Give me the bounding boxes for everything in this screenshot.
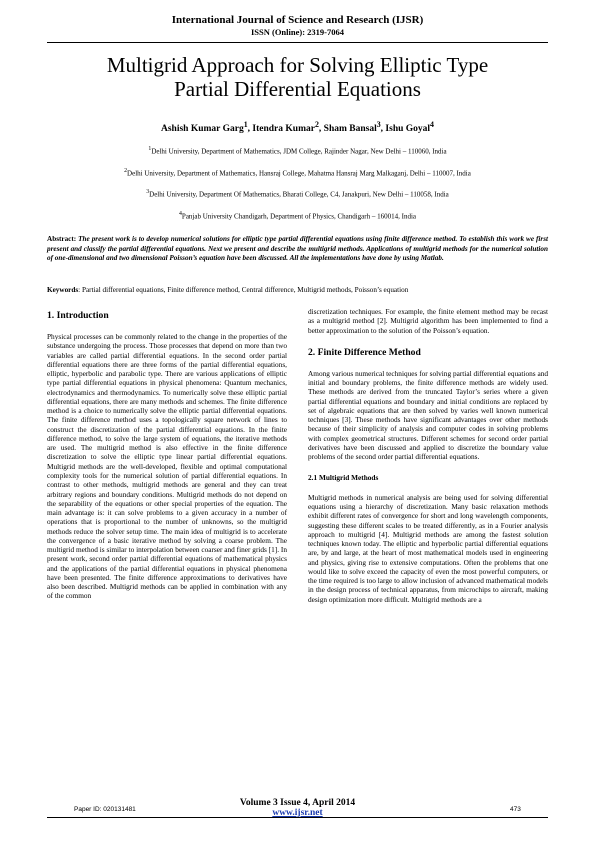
affiliation-text: Delhi University, Department of Mathematics, Hansraj College, Mahatma Hansraj Marg Malkaganj, Delhi – 110007, India bbox=[127, 169, 471, 178]
author-sup: 2 bbox=[314, 120, 319, 129]
author-name: Ashish Kumar Garg bbox=[161, 124, 244, 135]
affiliation bbox=[30, 145, 565, 156]
author-name: Sham Bansal bbox=[323, 124, 377, 135]
affiliation-sup: 1 bbox=[148, 146, 152, 152]
affiliation-text: Panjab University Chandigarh, Department of Physics, Chandigarh – 160014, India bbox=[181, 212, 416, 221]
left-column bbox=[47, 300, 287, 601]
paper-title bbox=[40, 53, 555, 101]
section-heading-finite-difference: 2. Finite Difference Method bbox=[308, 346, 421, 358]
affiliation bbox=[30, 210, 565, 221]
affiliation-sup: 3 bbox=[146, 189, 150, 195]
introduction-paragraph: Physical processes can be commonly related to the change in the properties of the substance undergoing the process. Those processes that depend on more than two variables are called partial differential equations. In the second order partial differential equations there are three forms of the partial differential equations, elliptic, hyperbolic and parabolic type. There are various applications of elliptic type partial differential equations in physical phenomena: Quantum mechanics, electrodynamics and thermodynamics. To numerically solve these elliptic partial differential equations, there are many methods and schemes. The finite difference method is a choice to numerically solve the elliptic partial differential equations. The finite difference method uses a topologically square network of lines to construct the discretization of the partial differential equations. In the finite difference method, to solve the large system of equations, the iterative methods are used. The multigrid method is also effective in the finite difference discretization to solve the elliptic type linear partial differential equations. Multigrid methods are the well-developed, flexible and optimal computational complexity tools for the numerical solution of partial differential equations. In contrast to other methods, multigrid methods are general and they can treat arbitrary regions and boundary conditions. Multigrid methods do not depend on the separability of the equations or other special properties of the equation. The main advantage is: it can solve problems to a given accuracy in a number of operations that is proportional to the number of unknowns, so the multigrid methods reduce the solver setup time. The main idea of multigrid is to accelerate the convergence of a basic iterative method by solving a coarse problem. The multigrid method is similar to interpolation between coarser and finer grids [1]. In present work, second order partial differential equations of mathematical physics and the applications of the partial differential equations in physical phenomena have been presented. The finite difference approximations to derivatives have also been described. Multigrid methods can be applied in combination with any of the common bbox=[47, 332, 287, 601]
header-divider bbox=[47, 42, 548, 43]
author-name: Itendra Kumar bbox=[252, 124, 315, 135]
affiliation bbox=[30, 188, 565, 199]
keywords bbox=[47, 286, 548, 296]
footer-volume: Volume 3 Issue 4, April 2014 bbox=[239, 798, 356, 808]
subsection-heading-multigrid: 2.1 Multigrid Methods bbox=[308, 473, 379, 483]
section-heading-introduction: 1. Introduction bbox=[47, 310, 109, 321]
footer-divider bbox=[47, 817, 548, 818]
author-sup: 1 bbox=[243, 120, 248, 129]
affiliation-text: Delhi University, Department of Mathematics, JDM College, Rajinder Nagar, New Delhi – 110060, India bbox=[151, 147, 447, 156]
affiliation-sup: 2 bbox=[124, 168, 128, 174]
footer-page-number: 473 bbox=[510, 806, 521, 813]
abstract-text: The present work is to develop numerical solutions for elliptic type partial differential equations using finite difference method. To establish this work we first present and classify the partial differential equations. Next we present and describe the multigrid methods. Applications of multigrid methods for the numerical solution of one-dimensional and two dimensional Poisson’s equation have been discussed. All the implementations have done by using Matlab. bbox=[47, 235, 549, 263]
multigrid-paragraph: Multigrid methods in numerical analysis are being used for solving differential equations using a hierarchy of discretization. Many basic relaxation methods exhibit different rates of convergence for short and long wavelength components, suggesting these different scales to be treated differently, as in a Fourier analysis approach to multigrid [4]. Multigrid methods are among the fastest solution techniques known today. The elliptic and hyperbolic partial differential equations are, by and large, at the heart of most mathematical models used in engineering and physics, giving rise to extensive computations. Often the problems that one would like to solve exceed the capacity of even the most powerful computers, or the time required is too large to allow inclusion of advanced mathematical models in the design process of technical apparatus, from microchips to aircraft, making design optimization more difficult. Multigrid methods are a bbox=[308, 492, 548, 604]
journal-header bbox=[0, 14, 595, 37]
abstract-label: Abstract: bbox=[47, 235, 77, 243]
journal-title: International Journal of Science and Research (IJSR) bbox=[171, 14, 424, 26]
paper-title-line-1: Multigrid Approach for Solving Elliptic Type bbox=[106, 53, 489, 77]
author-sup: 4 bbox=[430, 120, 434, 129]
affiliation bbox=[30, 167, 565, 178]
footer-journal-link[interactable]: www.ijsr.net bbox=[272, 808, 323, 818]
footer-paper-id: Paper ID: 020131481 bbox=[74, 806, 136, 813]
finite-difference-paragraph: Among various numerical techniques for solving partial differential equations and initial and boundary problems, the finite difference methods are widely used. These methods are derived from the truncated Taylor’s series where a given partial differential equations and boundary and initial conditions are replaced by set of algebraic equations that are then solved by varies well known numerical techniques [3]. These methods have significant advantages over other methods because of their simplicity of analysis and computer codes in solving problems with complex geometrical structures. Different schemes for second order partial derivatives have been discussed and applied to discretize the boundary value problems of the second order partial differential equations. bbox=[308, 368, 548, 462]
author-name: Ishu Goyal bbox=[385, 124, 431, 135]
keywords-text: : Partial differential equations, Finite difference method, Central difference, Multigrid methods, Poisson’s equation bbox=[78, 286, 409, 294]
journal-issn: ISSN (Online): 2319-7064 bbox=[250, 27, 345, 37]
abstract bbox=[47, 235, 548, 264]
author-sup: 3 bbox=[376, 120, 381, 129]
affiliation-sup: 4 bbox=[179, 211, 182, 217]
affiliation-text: Delhi University, Department Of Mathematics, Bharati College, C4, Janakpuri, New Delhi – 110058, India bbox=[149, 190, 449, 199]
author-list: Ashish Kumar Garg$^1$, Itendra Kumar$^2$, Sham Bansal$^3$, Ishu Goyal$^4$ bbox=[161, 120, 434, 135]
paper-title-line-2: Partial Differential Equations bbox=[174, 77, 421, 101]
keywords-label: Keywords bbox=[47, 286, 79, 294]
right-column bbox=[308, 300, 548, 604]
introduction-continued-paragraph: discretization techniques. For example, the finite element method may be recast as a multigrid method [2]. Multigrid algorithm has been implemented to find a better approximation to the solution of the Poisson’s equation. bbox=[308, 307, 548, 335]
